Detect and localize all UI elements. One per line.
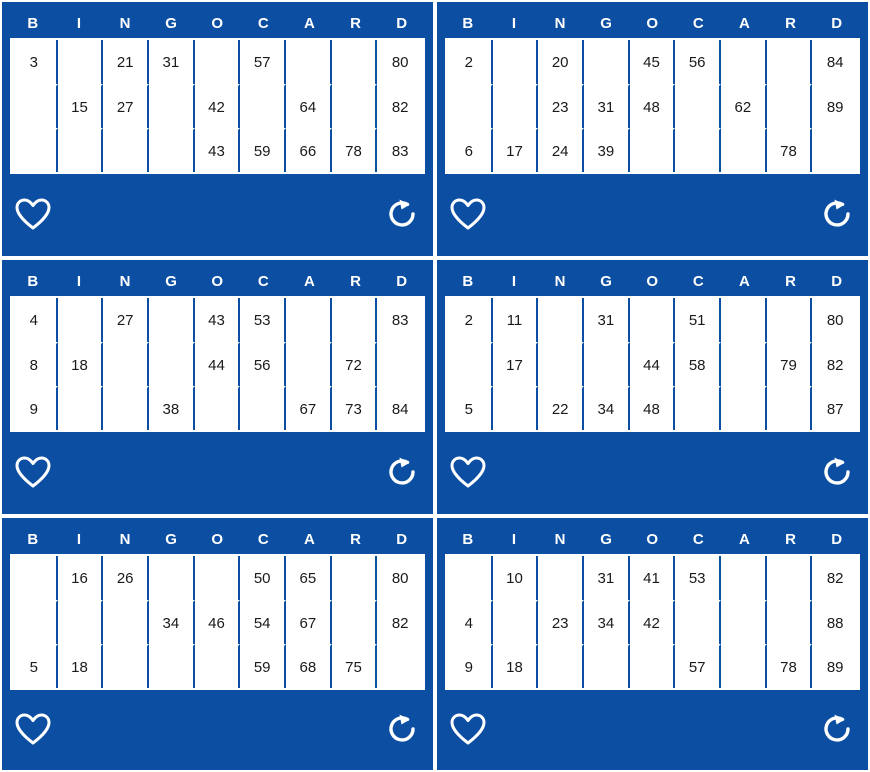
card-footer bbox=[445, 174, 860, 252]
card-number-cell[interactable] bbox=[584, 644, 630, 688]
card-number-cell[interactable]: 43 bbox=[195, 298, 241, 342]
card-number-row bbox=[447, 386, 858, 430]
card-number-cell[interactable]: 72 bbox=[332, 342, 378, 386]
card-number-cell[interactable]: 17 bbox=[493, 342, 539, 386]
card-number-cell[interactable]: 83 bbox=[377, 128, 423, 172]
card-number-cell[interactable]: 53 bbox=[675, 556, 721, 600]
card-number-cell[interactable]: 18 bbox=[493, 644, 539, 688]
card-footer bbox=[10, 690, 425, 766]
card-number-cell[interactable] bbox=[721, 128, 767, 172]
card-header-letter: C bbox=[692, 272, 705, 290]
card-number-row bbox=[447, 556, 858, 600]
card-number-cell[interactable]: 48 bbox=[630, 84, 676, 128]
card-header-letter: I bbox=[76, 272, 82, 290]
card-number-cell[interactable] bbox=[149, 128, 195, 172]
card-number-grid bbox=[10, 296, 425, 432]
card-number-cell[interactable] bbox=[58, 386, 104, 430]
card-number-cell[interactable]: 5 bbox=[12, 644, 58, 688]
card-number-cell[interactable] bbox=[12, 556, 58, 600]
card-footer bbox=[445, 690, 860, 766]
card-number-cell[interactable]: 89 bbox=[812, 84, 858, 128]
card-number-cell[interactable]: 38 bbox=[149, 386, 195, 430]
card-number-cell[interactable]: 2 bbox=[447, 40, 493, 84]
card-number-cell[interactable] bbox=[538, 556, 584, 600]
card-number-cell[interactable]: 26 bbox=[103, 556, 149, 600]
card-number-cell[interactable]: 44 bbox=[630, 342, 676, 386]
card-number-cell[interactable]: 46 bbox=[195, 600, 241, 644]
card-header-letter: C bbox=[257, 530, 270, 548]
card-number-cell[interactable]: 34 bbox=[149, 600, 195, 644]
card-number-row bbox=[447, 342, 858, 386]
card-number-cell[interactable]: 34 bbox=[584, 600, 630, 644]
card-number-cell[interactable] bbox=[195, 556, 241, 600]
card-header-letter: C bbox=[257, 14, 270, 32]
card-number-cell[interactable] bbox=[286, 40, 332, 84]
card-number-cell[interactable] bbox=[149, 644, 195, 688]
card-header-letter: B bbox=[462, 272, 474, 290]
card-header-letter: A bbox=[739, 272, 751, 290]
card-number-cell[interactable]: 58 bbox=[675, 342, 721, 386]
card-number-row bbox=[12, 84, 423, 128]
card-number-grid bbox=[10, 38, 425, 174]
card-number-cell[interactable]: 31 bbox=[584, 556, 630, 600]
card-number-cell[interactable]: 15 bbox=[58, 84, 104, 128]
card-number-cell[interactable]: 27 bbox=[103, 298, 149, 342]
card-number-cell[interactable]: 42 bbox=[195, 84, 241, 128]
card-number-cell[interactable] bbox=[812, 128, 858, 172]
card-header-letter: G bbox=[165, 530, 178, 548]
card-number-cell[interactable]: 68 bbox=[286, 644, 332, 688]
card-number-cell[interactable] bbox=[103, 342, 149, 386]
card-header-letter: I bbox=[511, 272, 517, 290]
card-number-cell[interactable] bbox=[103, 644, 149, 688]
card-number-cell[interactable]: 57 bbox=[240, 40, 286, 84]
card-number-cell[interactable] bbox=[12, 84, 58, 128]
card-number-cell[interactable]: 82 bbox=[377, 600, 423, 644]
card-number-cell[interactable] bbox=[286, 298, 332, 342]
card-number-cell[interactable] bbox=[721, 40, 767, 84]
card-number-cell[interactable]: 10 bbox=[493, 556, 539, 600]
card-number-cell[interactable] bbox=[332, 556, 378, 600]
card-header-letter: G bbox=[165, 272, 178, 290]
card-header-letter: O bbox=[211, 272, 224, 290]
card-number-cell[interactable]: 82 bbox=[812, 342, 858, 386]
card-number-grid bbox=[445, 554, 860, 690]
card-number-cell[interactable] bbox=[149, 84, 195, 128]
card-number-row bbox=[447, 298, 858, 342]
card-number-cell[interactable]: 78 bbox=[332, 128, 378, 172]
card-number-cell[interactable] bbox=[767, 386, 813, 430]
card-number-cell[interactable]: 23 bbox=[538, 84, 584, 128]
card-number-cell[interactable]: 80 bbox=[377, 556, 423, 600]
card-number-cell[interactable]: 73 bbox=[332, 386, 378, 430]
card-footer bbox=[445, 432, 860, 510]
card-number-grid bbox=[445, 296, 860, 432]
card-number-grid bbox=[10, 554, 425, 690]
card-number-row bbox=[12, 644, 423, 688]
card-number-cell[interactable] bbox=[538, 298, 584, 342]
card-header-letter: I bbox=[511, 530, 517, 548]
refresh-icon[interactable] bbox=[381, 710, 423, 748]
card-number-cell[interactable] bbox=[149, 342, 195, 386]
card-number-cell[interactable] bbox=[721, 600, 767, 644]
card-header-letter: B bbox=[27, 272, 39, 290]
card-number-cell[interactable]: 83 bbox=[377, 298, 423, 342]
card-footer bbox=[10, 432, 425, 510]
card-number-cell[interactable]: 67 bbox=[286, 386, 332, 430]
refresh-icon[interactable] bbox=[381, 453, 423, 491]
card-number-cell[interactable] bbox=[447, 342, 493, 386]
card-number-cell[interactable] bbox=[12, 128, 58, 172]
card-number-cell[interactable] bbox=[767, 40, 813, 84]
card-number-cell[interactable] bbox=[332, 600, 378, 644]
card-header-letter: R bbox=[350, 14, 362, 32]
card-number-cell[interactable] bbox=[103, 128, 149, 172]
card-number-row bbox=[12, 40, 423, 84]
card-number-cell[interactable]: 87 bbox=[812, 386, 858, 430]
card-number-row bbox=[12, 298, 423, 342]
card-number-cell[interactable] bbox=[195, 40, 241, 84]
card-header-letter: O bbox=[211, 530, 224, 548]
card-header-letter: R bbox=[785, 530, 797, 548]
card-header-letter: D bbox=[831, 272, 843, 290]
card-number-cell[interactable] bbox=[447, 84, 493, 128]
refresh-icon[interactable] bbox=[816, 453, 858, 491]
card-header-letter: B bbox=[462, 530, 474, 548]
card-number-row bbox=[12, 386, 423, 430]
card-number-cell[interactable] bbox=[377, 644, 423, 688]
card-header-letter: A bbox=[304, 14, 316, 32]
card-number-cell[interactable]: 78 bbox=[767, 128, 813, 172]
card-number-cell[interactable] bbox=[675, 600, 721, 644]
card-number-cell[interactable]: 31 bbox=[584, 298, 630, 342]
card-number-cell[interactable]: 53 bbox=[240, 298, 286, 342]
card-header-row bbox=[445, 266, 860, 296]
card-number-cell[interactable]: 67 bbox=[286, 600, 332, 644]
card-number-cell[interactable]: 39 bbox=[584, 128, 630, 172]
heart-icon[interactable] bbox=[447, 195, 489, 233]
card-header-letter: I bbox=[511, 14, 517, 32]
card-number-cell[interactable]: 18 bbox=[58, 342, 104, 386]
card-number-cell[interactable]: 20 bbox=[538, 40, 584, 84]
card-header-letter: D bbox=[831, 14, 843, 32]
heart-icon[interactable] bbox=[12, 710, 54, 748]
card-number-cell[interactable]: 9 bbox=[447, 644, 493, 688]
card-number-grid bbox=[445, 38, 860, 174]
card-number-cell[interactable]: 56 bbox=[240, 342, 286, 386]
card-number-cell[interactable] bbox=[721, 386, 767, 430]
card-number-cell[interactable]: 84 bbox=[377, 386, 423, 430]
bingo-card bbox=[2, 2, 433, 256]
card-number-cell[interactable]: 59 bbox=[240, 644, 286, 688]
card-number-cell[interactable]: 4 bbox=[12, 298, 58, 342]
card-number-cell[interactable] bbox=[675, 128, 721, 172]
card-header-letter: C bbox=[257, 272, 270, 290]
card-number-cell[interactable] bbox=[721, 342, 767, 386]
bingo-card bbox=[437, 260, 868, 514]
card-number-cell[interactable]: 88 bbox=[812, 600, 858, 644]
card-number-cell[interactable]: 17 bbox=[493, 128, 539, 172]
card-number-row bbox=[447, 40, 858, 84]
card-number-cell[interactable]: 42 bbox=[630, 600, 676, 644]
card-header-row bbox=[445, 8, 860, 38]
card-number-cell[interactable]: 82 bbox=[812, 556, 858, 600]
bingo-card bbox=[437, 2, 868, 256]
card-number-cell[interactable]: 27 bbox=[103, 84, 149, 128]
card-number-cell[interactable] bbox=[675, 84, 721, 128]
card-number-cell[interactable]: 65 bbox=[286, 556, 332, 600]
card-header-letter: R bbox=[785, 272, 797, 290]
card-number-cell[interactable] bbox=[721, 556, 767, 600]
card-header-letter: D bbox=[396, 14, 408, 32]
card-number-cell[interactable]: 79 bbox=[767, 342, 813, 386]
card-header-row bbox=[10, 266, 425, 296]
card-header-letter: N bbox=[554, 272, 566, 290]
card-header-letter: A bbox=[304, 272, 316, 290]
card-number-cell[interactable]: 59 bbox=[240, 128, 286, 172]
card-header-letter: N bbox=[119, 14, 131, 32]
card-number-cell[interactable]: 64 bbox=[286, 84, 332, 128]
card-number-cell[interactable]: 21 bbox=[103, 40, 149, 84]
card-number-cell[interactable] bbox=[240, 84, 286, 128]
heart-icon[interactable] bbox=[447, 710, 489, 748]
card-number-cell[interactable] bbox=[630, 298, 676, 342]
card-header-letter: I bbox=[76, 530, 82, 548]
card-number-cell[interactable]: 44 bbox=[195, 342, 241, 386]
card-number-cell[interactable] bbox=[149, 298, 195, 342]
card-header-row bbox=[10, 524, 425, 554]
card-number-cell[interactable] bbox=[493, 600, 539, 644]
card-header-letter: O bbox=[646, 530, 659, 548]
card-header-letter: D bbox=[396, 530, 408, 548]
card-number-cell[interactable]: 24 bbox=[538, 128, 584, 172]
card-header-letter: C bbox=[692, 14, 705, 32]
card-number-cell[interactable] bbox=[675, 386, 721, 430]
card-header-letter: N bbox=[554, 530, 566, 548]
card-number-cell[interactable] bbox=[584, 342, 630, 386]
card-header-letter: C bbox=[692, 530, 705, 548]
card-number-cell[interactable] bbox=[767, 556, 813, 600]
card-number-cell[interactable]: 9 bbox=[12, 386, 58, 430]
card-number-cell[interactable]: 5 bbox=[447, 386, 493, 430]
card-header-letter: G bbox=[600, 272, 613, 290]
card-number-cell[interactable] bbox=[447, 556, 493, 600]
card-number-cell[interactable]: 80 bbox=[377, 40, 423, 84]
card-number-row bbox=[12, 342, 423, 386]
card-number-cell[interactable] bbox=[721, 298, 767, 342]
card-number-cell[interactable]: 22 bbox=[538, 386, 584, 430]
bingo-card bbox=[437, 518, 868, 770]
card-number-cell[interactable]: 4 bbox=[447, 600, 493, 644]
card-number-cell[interactable] bbox=[149, 556, 195, 600]
heart-icon[interactable] bbox=[12, 195, 54, 233]
card-header-letter: R bbox=[350, 530, 362, 548]
refresh-icon[interactable] bbox=[381, 195, 423, 233]
card-number-cell[interactable] bbox=[332, 84, 378, 128]
card-number-row bbox=[447, 128, 858, 172]
card-number-row bbox=[447, 84, 858, 128]
card-header-letter: A bbox=[739, 14, 751, 32]
card-number-cell[interactable] bbox=[332, 40, 378, 84]
card-number-cell[interactable]: 43 bbox=[195, 128, 241, 172]
card-header-letter: B bbox=[27, 530, 39, 548]
card-number-cell[interactable]: 3 bbox=[12, 40, 58, 84]
heart-icon[interactable] bbox=[447, 453, 489, 491]
card-number-row bbox=[12, 556, 423, 600]
card-number-cell[interactable]: 75 bbox=[332, 644, 378, 688]
bingo-card bbox=[2, 260, 433, 514]
card-number-cell[interactable] bbox=[584, 40, 630, 84]
card-number-row bbox=[447, 644, 858, 688]
card-number-cell[interactable] bbox=[630, 128, 676, 172]
card-number-cell[interactable] bbox=[332, 298, 378, 342]
card-header-letter: N bbox=[554, 14, 566, 32]
card-header-letter: G bbox=[165, 14, 178, 32]
card-number-cell[interactable] bbox=[767, 600, 813, 644]
card-header-letter: B bbox=[27, 14, 39, 32]
card-number-cell[interactable] bbox=[767, 298, 813, 342]
card-number-cell[interactable]: 54 bbox=[240, 600, 286, 644]
card-number-cell[interactable] bbox=[493, 40, 539, 84]
card-number-cell[interactable] bbox=[103, 600, 149, 644]
card-number-cell[interactable] bbox=[630, 644, 676, 688]
card-number-cell[interactable] bbox=[58, 40, 104, 84]
card-number-cell[interactable]: 80 bbox=[812, 298, 858, 342]
card-number-cell[interactable] bbox=[58, 298, 104, 342]
card-footer bbox=[10, 174, 425, 252]
card-number-cell[interactable] bbox=[12, 600, 58, 644]
card-header-letter: N bbox=[119, 530, 131, 548]
card-number-cell[interactable] bbox=[286, 342, 332, 386]
card-number-cell[interactable] bbox=[538, 644, 584, 688]
card-header-letter: G bbox=[600, 530, 613, 548]
card-header-letter: R bbox=[350, 272, 362, 290]
card-number-cell[interactable] bbox=[767, 84, 813, 128]
bingo-card bbox=[2, 518, 433, 770]
card-number-cell[interactable] bbox=[195, 644, 241, 688]
card-number-cell[interactable]: 57 bbox=[675, 644, 721, 688]
card-number-cell[interactable]: 18 bbox=[58, 644, 104, 688]
card-header-letter: A bbox=[739, 530, 751, 548]
card-header-letter: O bbox=[646, 14, 659, 32]
card-number-cell[interactable]: 56 bbox=[675, 40, 721, 84]
refresh-icon[interactable] bbox=[816, 195, 858, 233]
card-number-cell[interactable]: 45 bbox=[630, 40, 676, 84]
card-header-letter: A bbox=[304, 530, 316, 548]
card-header-letter: I bbox=[76, 14, 82, 32]
card-header-row bbox=[445, 524, 860, 554]
card-number-cell[interactable]: 82 bbox=[377, 84, 423, 128]
card-number-cell[interactable]: 11 bbox=[493, 298, 539, 342]
card-number-cell[interactable]: 62 bbox=[721, 84, 767, 128]
card-number-cell[interactable]: 89 bbox=[812, 644, 858, 688]
card-number-cell[interactable]: 78 bbox=[767, 644, 813, 688]
card-header-letter: N bbox=[119, 272, 131, 290]
card-number-row bbox=[447, 600, 858, 644]
card-number-cell[interactable]: 41 bbox=[630, 556, 676, 600]
card-number-cell[interactable]: 6 bbox=[447, 128, 493, 172]
card-number-cell[interactable]: 34 bbox=[584, 386, 630, 430]
card-number-cell[interactable]: 31 bbox=[584, 84, 630, 128]
card-number-cell[interactable]: 48 bbox=[630, 386, 676, 430]
card-number-cell[interactable]: 51 bbox=[675, 298, 721, 342]
card-number-cell[interactable] bbox=[103, 386, 149, 430]
card-header-letter: O bbox=[646, 272, 659, 290]
card-number-cell[interactable]: 23 bbox=[538, 600, 584, 644]
card-number-cell[interactable]: 84 bbox=[812, 40, 858, 84]
card-number-cell[interactable] bbox=[493, 386, 539, 430]
card-number-cell[interactable] bbox=[493, 84, 539, 128]
card-number-cell[interactable]: 16 bbox=[58, 556, 104, 600]
card-header-letter: D bbox=[396, 272, 408, 290]
card-number-cell[interactable] bbox=[377, 342, 423, 386]
card-number-cell[interactable] bbox=[58, 128, 104, 172]
card-number-cell[interactable] bbox=[721, 644, 767, 688]
card-number-row bbox=[12, 600, 423, 644]
card-header-letter: G bbox=[600, 14, 613, 32]
card-number-row bbox=[12, 128, 423, 172]
card-header-letter: R bbox=[785, 14, 797, 32]
card-header-letter: O bbox=[211, 14, 224, 32]
refresh-icon[interactable] bbox=[816, 710, 858, 748]
card-header-letter: B bbox=[462, 14, 474, 32]
card-header-letter: D bbox=[831, 530, 843, 548]
card-number-cell[interactable]: 2 bbox=[447, 298, 493, 342]
card-number-cell[interactable]: 31 bbox=[149, 40, 195, 84]
card-number-cell[interactable]: 8 bbox=[12, 342, 58, 386]
card-number-cell[interactable] bbox=[538, 342, 584, 386]
card-number-cell[interactable] bbox=[240, 386, 286, 430]
card-header-row bbox=[10, 8, 425, 38]
card-number-cell[interactable]: 66 bbox=[286, 128, 332, 172]
heart-icon[interactable] bbox=[12, 453, 54, 491]
card-number-cell[interactable]: 50 bbox=[240, 556, 286, 600]
card-number-cell[interactable] bbox=[58, 600, 104, 644]
card-number-cell[interactable] bbox=[195, 386, 241, 430]
